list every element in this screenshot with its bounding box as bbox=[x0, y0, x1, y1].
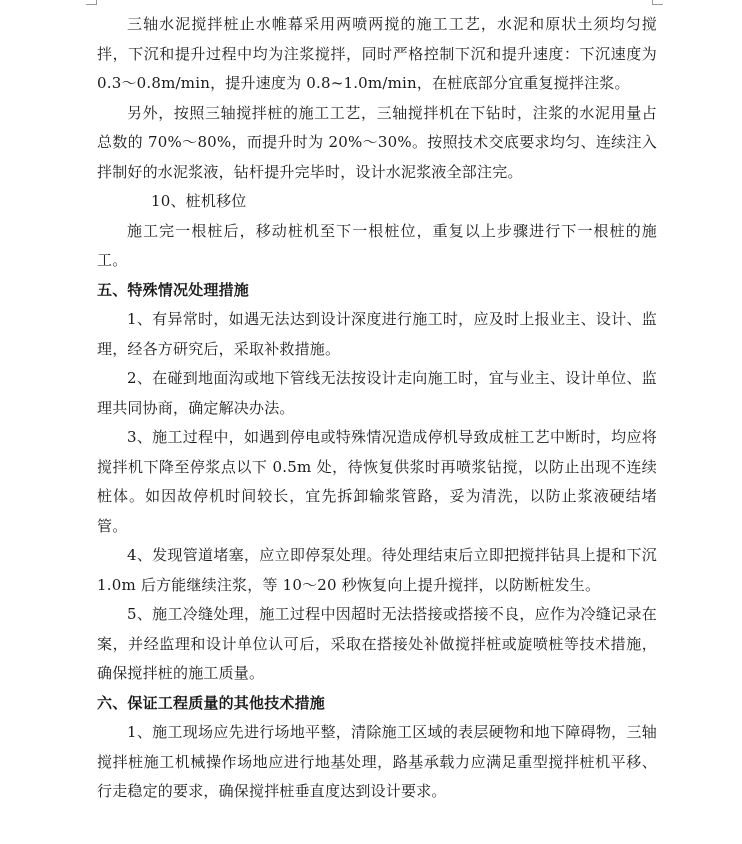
para-special-4: 4、发现管道堵塞，应立即停泵处理。待处理结束后立即把搅拌钻具上提和下沉 1.0m 后方能继续注浆，等 10～20 秒恢复向上提升搅拌，以防断桩发生。 bbox=[97, 546, 657, 594]
para-rig-shift: 施工完一根桩后，移动桩机至下一根桩位，重复以上步骤进行下一根桩的施工。 bbox=[97, 221, 657, 269]
heading-special-cases: 五、特殊情况处理措施 bbox=[97, 280, 250, 299]
margin-corner-mark-left bbox=[86, 0, 97, 5]
para-special-2: 2、在碰到地面沟或地下管线无法按设计走向施工时，宜与业主、设计单位、监理共同协商，确定解决办法。 bbox=[97, 369, 657, 417]
margin-corner-mark-right bbox=[652, 0, 663, 5]
heading-quality-measures: 六、保证工程质量的其他技术措施 bbox=[97, 693, 326, 712]
document-body bbox=[97, 10, 657, 807]
para-quality-1: 1、施工现场应先进行场地平整，清除施工区域的表层硬物和地下障碍物，三轴搅拌桩施工机械操作场地应进行地基处理，路基承载力应满足重型搅拌桩机平移、行走稳定的要求，确保搅拌桩垂直度达到设计要求。 bbox=[97, 723, 657, 800]
para-special-3: 3、施工过程中，如遇到停电或特殊情况造成停机导致成桩工艺中断时，均应将搅拌机下降至停浆点以下 0.5m 处，待恢复供浆时再喷浆钻搅，以防止出现不连续桩体。如因故停机时间较长，宜先拆卸输浆管路，妥为清洗，以防止浆液硬结堵管。 bbox=[97, 428, 657, 535]
item-rig-shift: 10、桩机移位 bbox=[151, 192, 247, 210]
para-water-usage: 另外，按照三轴搅拌桩的施工工艺，三轴搅拌机在下钻时，注浆的水泥用量占总数的 70%～80%，而提升时为 20%～30%。按照技术交底要求均匀、连续注入拌制好的水泥浆液，钻杆提升完毕时，设计水泥浆液全部注完。 bbox=[97, 103, 657, 181]
para-special-1: 1、有异常时，如遇无法达到设计深度进行施工时，应及时上报业主、设计、监理，经各方研究后，采取补救措施。 bbox=[97, 310, 657, 358]
para-special-5: 5、施工冷缝处理，施工过程中因超时无法搭接或搭接不良，应作为冷缝记录在案，并经监理和设计单位认可后，采取在搭接处补做搅拌桩或旋喷桩等技术措施，确保搅拌桩的施工质量。 bbox=[97, 605, 657, 682]
para-mixing-process: 三轴水泥搅拌桩止水帷幕采用两喷两搅的施工工艺，水泥和原状土须均匀搅拌，下沉和提升过程中均为注浆搅拌，同时严格控制下沉和提升速度：下沉速度为 0.3～0.8m/min，提升速度为 0.8~1.0m/min，在桩底部分宜重复搅拌注浆。 bbox=[97, 15, 657, 92]
